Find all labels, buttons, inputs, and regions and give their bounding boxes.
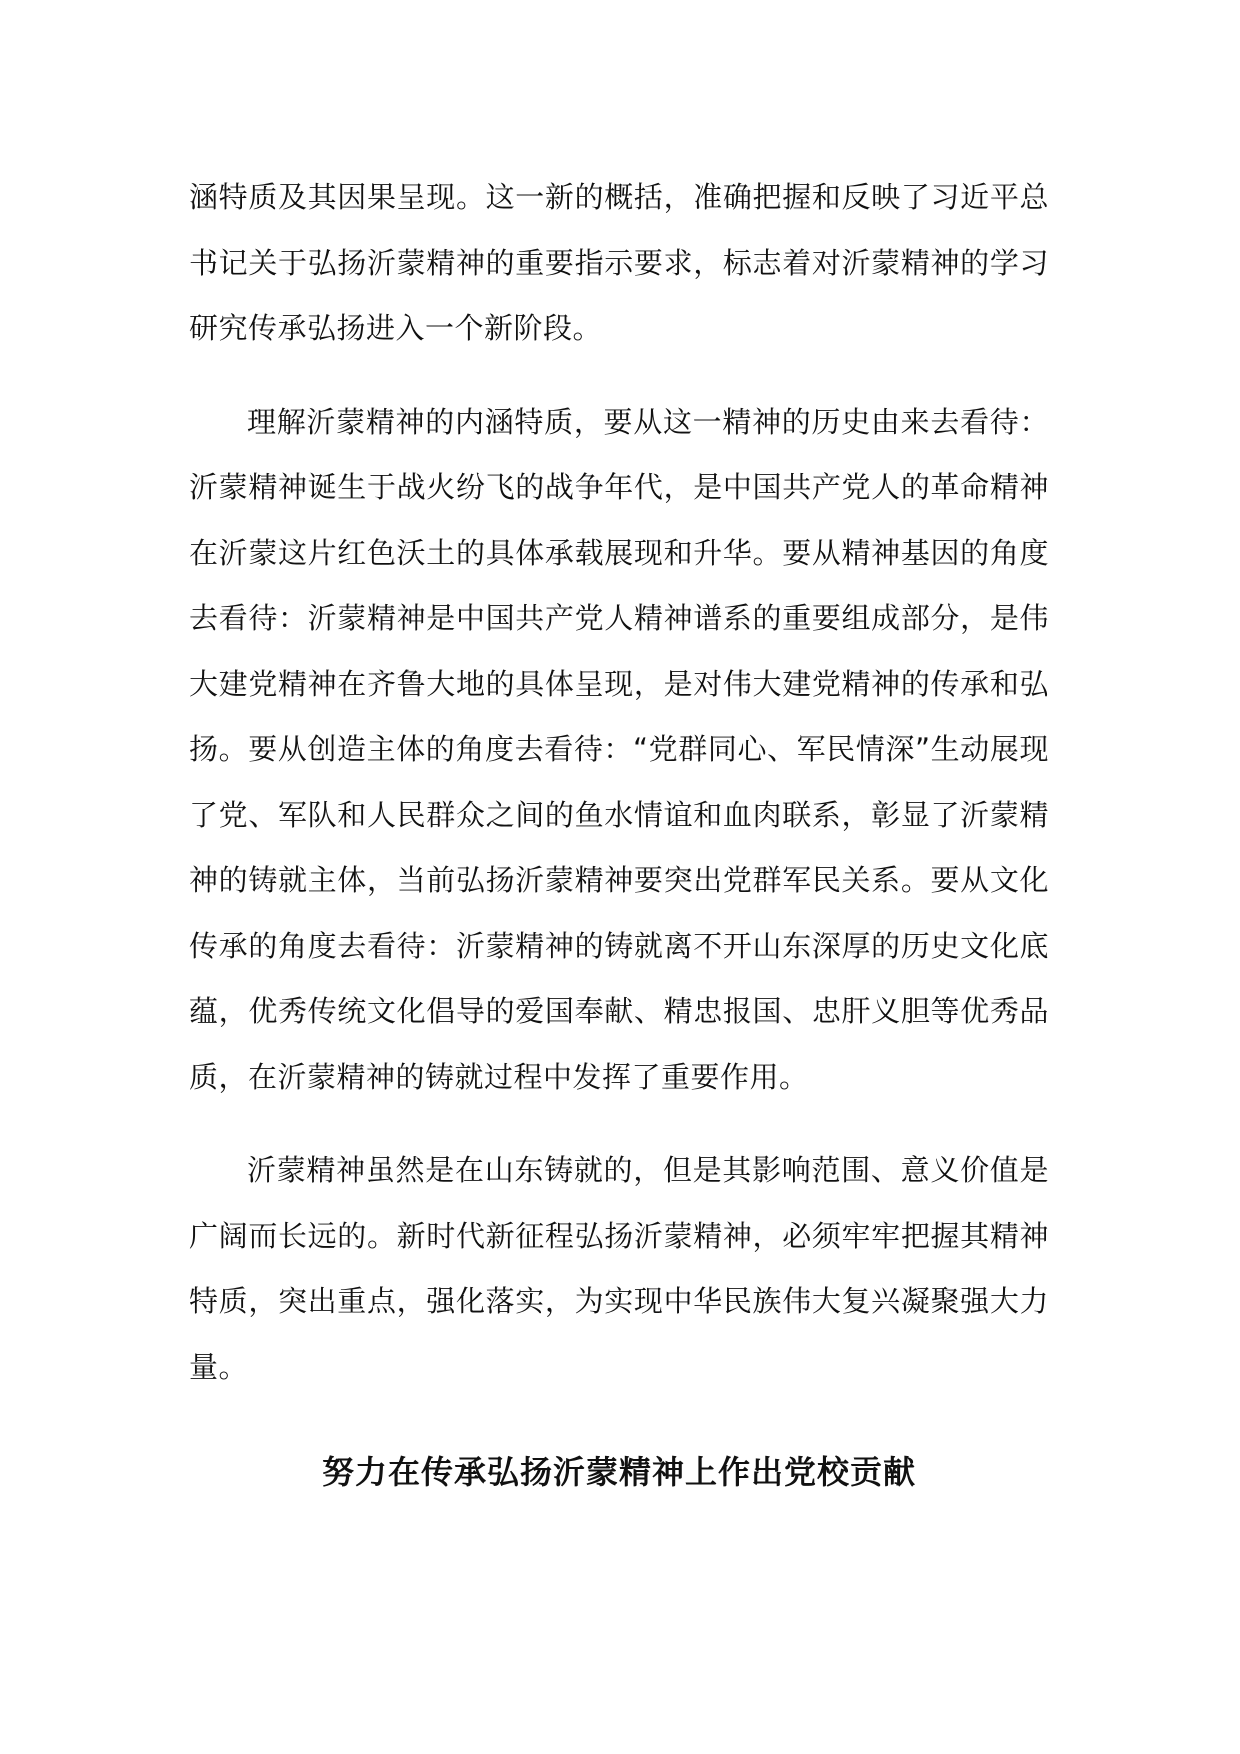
body-paragraph: 沂蒙精神虽然是在山东铸就的，但是其影响范围、意义价值是广阔而长远的。新时代新征程弘扬沂蒙精神，必须牢牢把握其精神特质，突出重点，强化落实，为实现中华民族伟大复兴凝聚强大力量。 [189, 1153, 1049, 1384]
document-body [189, 165, 1049, 1502]
body-paragraph: 理解沂蒙精神的内涵特质，要从这一精神的历史由来去看待：沂蒙精神诞生于战火纷飞的战争年代，是中国共产党人的革命精神在沂蒙这片红色沃土的具体承载展现和升华。要从精神基因的角度去看待：沂蒙精神是中国共产党人精神谱系的重要组成部分，是伟大建党精神在齐鲁大地的具体呈现，是对伟大建党精神的传承和弘扬。要从创造主体的角度去看待：“党群同心、军民情深”生动展现了党、军队和人民群众之间的鱼水情谊和血肉联系，彰显了沂蒙精神的铸就主体，当前弘扬沂蒙精神要突出党群军民关系。要从文化传承的角度去看待：沂蒙精神的铸就离不开山东深厚的历史文化底蕴，优秀传统文化倡导的爱国奉献、精忠报国、忠肝义胆等优秀品质，在沂蒙精神的铸就过程中发挥了重要作用。 [189, 404, 1049, 1094]
section-heading: 努力在传承弘扬沂蒙精神上作出党校贡献 [321, 1453, 916, 1491]
body-paragraph-continued: 涵特质及其因果呈现。这一新的概括，准确把握和反映了习近平总书记关于弘扬沂蒙精神的重要指示要求，标志着对沂蒙精神的学习研究传承弘扬进入一个新阶段。 [189, 180, 1049, 345]
